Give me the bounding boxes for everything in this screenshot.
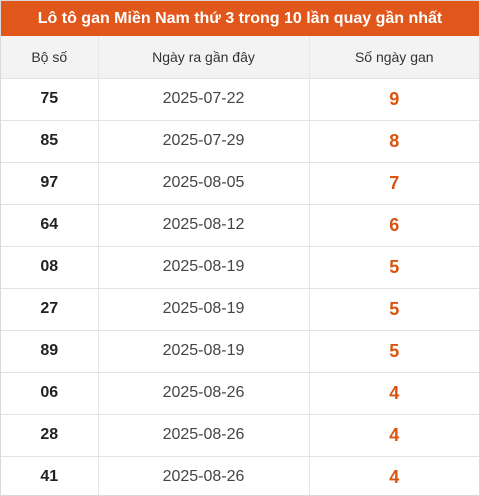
table-row [1, 78, 479, 120]
cell-last-date: 2025-08-26 [98, 414, 309, 456]
table-row [1, 456, 479, 496]
cell-gan-days: 9 [309, 78, 479, 120]
cell-last-date: 2025-08-26 [98, 372, 309, 414]
table-row [1, 372, 479, 414]
cell-last-date: 2025-07-29 [98, 120, 309, 162]
cell-last-date: 2025-08-05 [98, 162, 309, 204]
cell-number: 85 [1, 120, 98, 162]
cell-gan-days: 5 [309, 288, 479, 330]
table-row [1, 414, 479, 456]
cell-last-date: 2025-08-19 [98, 330, 309, 372]
table-row [1, 162, 479, 204]
table-row [1, 204, 479, 246]
table-row [1, 288, 479, 330]
cell-last-date: 2025-08-12 [98, 204, 309, 246]
table-row [1, 246, 479, 288]
cell-gan-days: 4 [309, 456, 479, 496]
table-header-row [1, 36, 479, 78]
cell-last-date: 2025-07-22 [98, 78, 309, 120]
table-row [1, 330, 479, 372]
lo-gan-table [1, 36, 479, 496]
column-header-number: Bộ số [1, 36, 98, 78]
cell-gan-days: 7 [309, 162, 479, 204]
cell-gan-days: 4 [309, 414, 479, 456]
cell-number: 97 [1, 162, 98, 204]
cell-number: 64 [1, 204, 98, 246]
cell-gan-days: 4 [309, 372, 479, 414]
cell-number: 27 [1, 288, 98, 330]
column-header-gan-days: Số ngày gan [309, 36, 479, 78]
cell-gan-days: 5 [309, 330, 479, 372]
cell-last-date: 2025-08-19 [98, 288, 309, 330]
cell-number: 89 [1, 330, 98, 372]
cell-gan-days: 6 [309, 204, 479, 246]
column-header-last-date: Ngày ra gần đây [98, 36, 309, 78]
table-row [1, 120, 479, 162]
table-title: Lô tô gan Miền Nam thứ 3 trong 10 lần quay gần nhất [1, 1, 479, 36]
cell-gan-days: 8 [309, 120, 479, 162]
cell-number: 41 [1, 456, 98, 496]
cell-number: 06 [1, 372, 98, 414]
cell-last-date: 2025-08-19 [98, 246, 309, 288]
cell-number: 28 [1, 414, 98, 456]
cell-number: 08 [1, 246, 98, 288]
cell-number: 75 [1, 78, 98, 120]
cell-gan-days: 5 [309, 246, 479, 288]
cell-last-date: 2025-08-26 [98, 456, 309, 496]
